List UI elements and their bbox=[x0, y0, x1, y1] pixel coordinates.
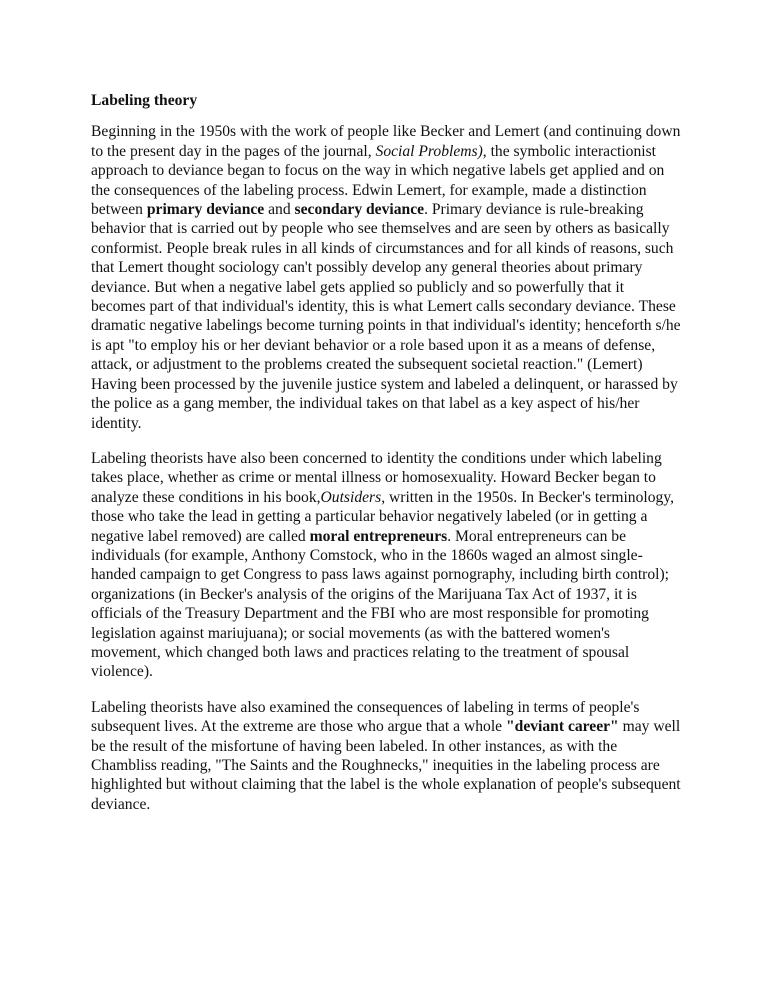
p1-text-1: Beginning in the 1950s with the work of people like Becker and Lemert (and continuing down to the present day in the pages of the journal, bbox=[91, 123, 681, 160]
term-moral-entrepreneurs: moral entrepreneurs bbox=[309, 527, 448, 545]
paragraph-3 bbox=[91, 698, 681, 814]
document-page bbox=[91, 91, 681, 830]
term-primary-deviance: primary deviance bbox=[146, 201, 265, 219]
p1-text-4: . Primary deviance is rule-breaking behavior that is carried out by people who see themselves and are seen by others as basically conformist. People break rules in all kinds of circumstances and for all kinds of reasons, such that Lemert thought sociology can't possibly develop any general theories about primary deviance. But when a negative label gets applied so publicly and so powerfully that it becomes part of that individual's identity, this is what Lemert calls secondary deviance. These dramatic negative labelings become turning points in that individual's identity; henceforth s/he is apt "to employ his or her deviant behavior or a role based upon it as a means of defense, attack, or adjustment to the problems created the subsequent societal reaction." (Lemert) Having been processed by the juvenile justice system and labeled a delinquent, or harassed by the police as a gang member, the individual takes on that label as a key aspect of his/her identity. bbox=[91, 201, 681, 432]
p1-text-3: and bbox=[264, 201, 295, 219]
p2-text-2: , written in the 1950s. In Becker's terminology, those who take the lead in getting a particular behavior negatively labeled (or in getting a negative label removed) are called bbox=[91, 488, 675, 545]
p1-text-2: , the symbolic interactionist approach to deviance began to focus on the way in which negative labels get applied and on the consequences of the labeling process. Edwin Lemert, for example, made a distinction between bbox=[91, 142, 665, 219]
p3-text-1: Labeling theorists have also examined the consequences of labeling in terms of people's subsequent lives. At the extreme are those who argue that a whole bbox=[91, 698, 640, 736]
journal-title: Social Problems) bbox=[375, 142, 483, 160]
document-title: Labeling theory bbox=[91, 92, 198, 109]
p2-text-3: . Moral entrepreneurs can be individuals (for example, Anthony Comstock, who in the 1860s waged an almost single-handed campaign to get Congress to pass laws against pornography, including birth control); organizations (in Becker's analysis of the origins of the Marijuana Tax Act of 1937, it is officials of the Treasury Department and the FBI who are most responsible for promoting legislation against mariujuana); or social movements (as with the battered women's movement, which changed both laws and practices relating to the treatment of spousal violence). bbox=[91, 527, 670, 681]
paragraph-2 bbox=[91, 449, 681, 682]
p3-text-2: may well be the result of the misfortune of having been labeled. In other instances, as with the Chambliss reading, "The Saints and the Roughnecks," inequities in the labeling process are highlighted but without claiming that the label is the whole explanation of people's subsequent deviance. bbox=[91, 718, 681, 813]
paragraph-1 bbox=[91, 122, 681, 433]
book-title: Outsiders bbox=[320, 488, 382, 506]
p2-text-1: Labeling theorists have also been concerned to identity the conditions under which labeling takes place, whether as crime or mental illness or homosexuality. Howard Becker began to analyze these conditions in his book, bbox=[91, 449, 662, 506]
term-secondary-deviance: secondary deviance bbox=[294, 201, 425, 219]
term-deviant-career: "deviant career" bbox=[506, 718, 619, 736]
